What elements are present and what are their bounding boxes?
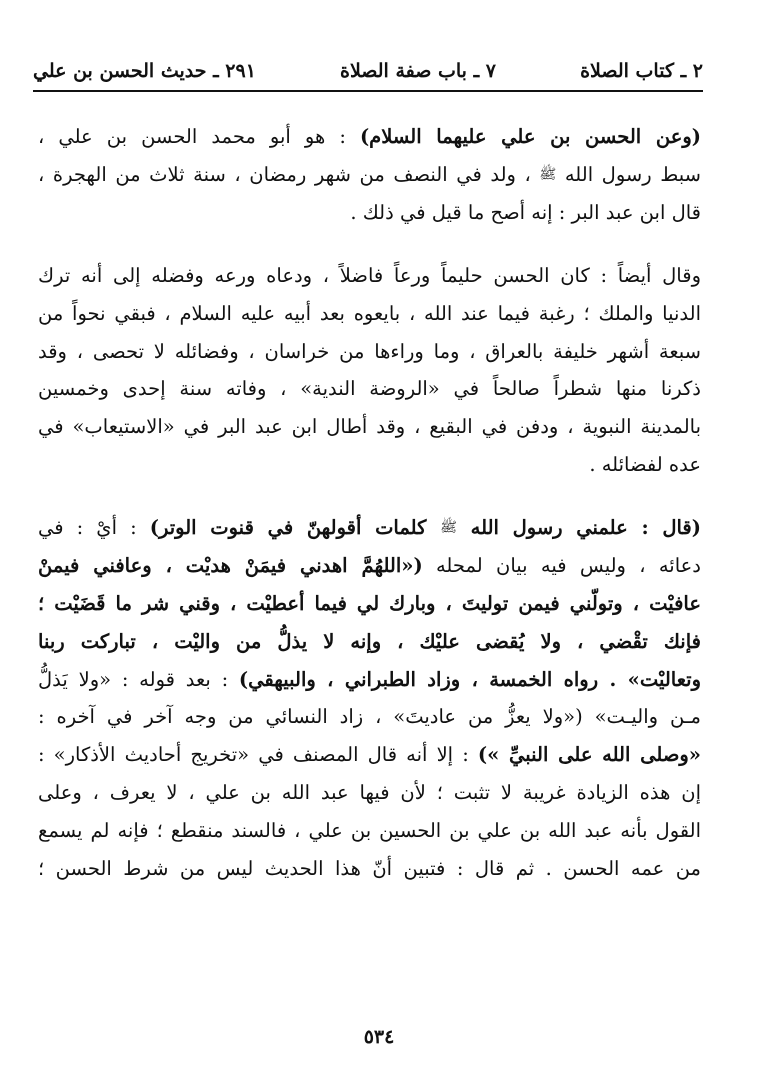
commentary-text: ، ولد في النصف من شهر رمضان ، سنة ثلاث من الهجرة ، [38, 162, 540, 186]
text-line [38, 661, 701, 699]
text-line [38, 547, 701, 585]
paragraph-3 [38, 509, 701, 888]
commentary-text: : إلا أنه قال المصنف في «تخريج أحاديث الأذكار» : [38, 743, 478, 767]
salla-glyph: ﷺ [440, 519, 457, 536]
commentary-text: دعائه ، وليس فيه بيان لمحله [422, 554, 701, 578]
paragraph-2 [38, 257, 701, 484]
commentary-text: : هو أبو محمد الحسن بن علي ، [38, 125, 360, 148]
text-line [38, 118, 701, 156]
text-line: فإنك تقْضي ، ولا يُقضى عليْك ، وإنه لا يذلُّ من واليْت ، تباركت ربنا [38, 629, 701, 653]
page-number: ٥٣٤ [363, 1026, 395, 1048]
hadith-text: وتعاليْت» . رواه الخمسة ، وزاد الطبراني ، والبيهقي) [238, 667, 701, 691]
text-line [38, 156, 701, 194]
commentary-text: : بعد قوله : «ولا يَذلُّ [38, 667, 239, 691]
running-header [33, 54, 703, 88]
page-body [38, 118, 701, 912]
header-chapter-title: ٧ ـ باب صفة الصلاة [340, 60, 496, 82]
paragraph-1 [38, 118, 701, 232]
text-line: سبعة أشهر خليفة بالعراق ، وما وراءها من خراسان ، وفضائله لا تحصى ، وقد [38, 339, 701, 363]
text-line: إن هذه الزيادة غريبة لا تثبت ؛ لأن فيها عبد الله بن علي ، لا يعرف ، وعلى [38, 780, 701, 804]
text-line: القول بأنه عبد الله بن علي بن الحسين بن علي ، فالسند منقطع ؛ فإنه لم يسمع [38, 818, 701, 842]
text-line [38, 736, 701, 774]
hadith-text: («اللهُمَّ اهدني فيمَنْ هديْت ، وعافني فيمنْ [38, 554, 423, 578]
text-line: وقال أيضاً : كان الحسن حليماً ورعاً فاضلاً ، ودعاه ورعه وفضله إلى أنه ترك [38, 263, 701, 287]
commentary-text: : أيْ : في [38, 515, 150, 539]
hadith-text: (وعن الحسن بن علي عليهما السلام) [359, 125, 701, 148]
header-hadith-title: ٢٩١ ـ حديث الحسن بن علي [33, 60, 256, 82]
text-line: الدنيا والملك ؛ رغبة فيما عند الله ، بايعوه بعد أبيه عليه السلام ، فبقي نحواً من [38, 301, 701, 325]
commentary-text: سبط رسول الله [556, 162, 701, 186]
text-line: من عمه الحسن . ثم قال : فتبين أنّ هذا الحديث ليس من شرط الحسن ؛ [38, 856, 701, 880]
header-book-title: ٢ ـ كتاب الصلاة [580, 60, 703, 82]
salla-glyph: ﷺ [539, 166, 557, 183]
text-line [38, 509, 701, 547]
text-line: عده لفضائله . [589, 452, 701, 476]
text-line: ذكرنا منها شطراً صالحاً في «الروضة الندية» ، وفاته سنة إحدى وخمسين [38, 377, 701, 401]
text-line: عافيْت ، وتولّني فيمن توليتَ ، وبارك لي فيما أعطيْت ، وقني شر ما قَضَيْت ؛ [38, 591, 701, 615]
header-divider [33, 90, 703, 92]
text-line: بالمدينة النبوية ، ودفن في البقيع ، وقد أطال ابن عبد البر في «الاستيعاب» في [38, 415, 701, 439]
text-line: قال ابن عبد البر : إنه أصح ما قيل في ذلك . [350, 201, 701, 225]
hadith-text: «وصلى الله على النبيِّ ») [477, 743, 701, 767]
text-line: مـن واليـت» («ولا يعزُّ من عاديتَ» ، زاد النسائي من وجه آخر في آخره : [38, 705, 701, 729]
hadith-text: (قال : علمني رسول الله [456, 515, 701, 539]
hadith-text: كلمات أقولهنّ في قنوت الوتر) [149, 515, 441, 539]
